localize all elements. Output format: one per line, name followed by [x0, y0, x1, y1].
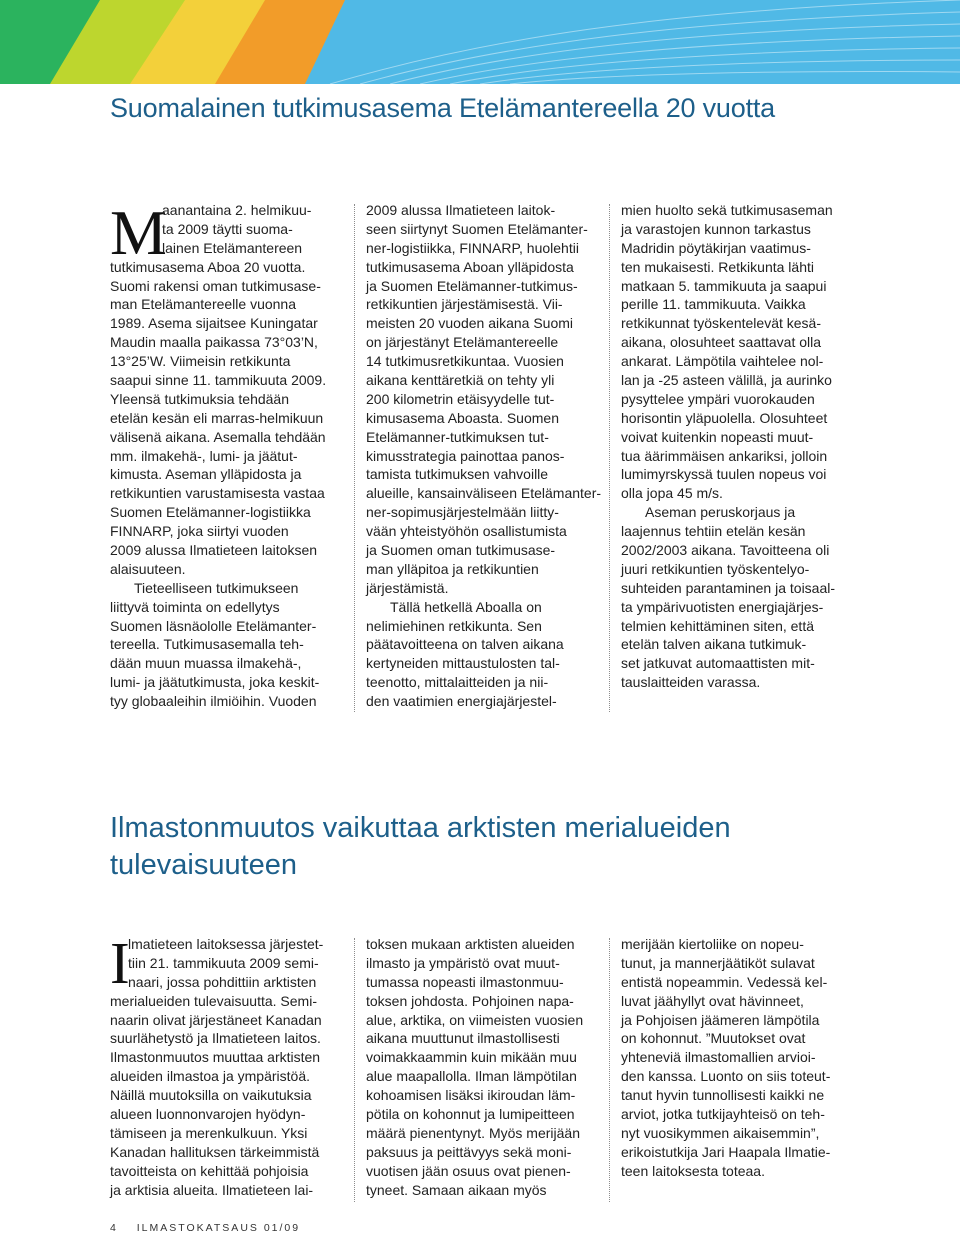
text-line: tumassa nopeasti ilmastonmuu- [366, 973, 564, 990]
text-line: Kanadan hallituksen tärkeimmistä [110, 1143, 320, 1160]
text-line: seen siirtynyt Suomen Etelämanter- [366, 220, 588, 237]
text-line: olla jopa 45 m/s. [621, 485, 723, 502]
text-line: päätavoitteena on talven aikana [366, 636, 564, 653]
text-line: FINNARP, joka siirtyi vuoden [110, 523, 289, 540]
text-line: Tieteelliseen tutkimukseen [134, 579, 299, 596]
text-line: entistä nopeammin. Vedessä kel- [621, 973, 828, 990]
text-line: välisenä aikana. Asemalla tehdään [110, 428, 326, 445]
text-line: teen laitoksesta toteaa. [621, 1162, 765, 1179]
text-line: ten mukaisesti. Retkikunta lähti [621, 258, 814, 275]
text-line: mm. ilmakehä-, lumi- ja jäätut- [110, 447, 298, 464]
text-line: luvat jäähyllyt ovat hävinneet, [621, 992, 804, 1009]
banner-graphic [0, 0, 960, 84]
text-line: määrä pienentynyt. Myös merijään [366, 1124, 580, 1141]
text-line: 2009 alussa Ilmatieteen laitok- [366, 202, 556, 218]
text-line: tunut, ja mannerjäätiköt sulavat [621, 954, 815, 971]
text-line: erikoistutkija Jari Haapala Ilmatie- [621, 1143, 831, 1160]
publication-name: ILMASTOKATSAUS 01/09 [136, 1222, 301, 1234]
text-line: merialueiden tulevaisuutta. Semi- [110, 992, 317, 1009]
text-line: Madridin pöytäkirjan vaatimus- [621, 239, 811, 256]
text-line: lainen Etelämantereen [162, 239, 303, 256]
text-line: ja Pohjoisen jäämeren lämpötila [621, 1011, 820, 1028]
text-line: tutkimusasema Aboa 20 vuotta. [110, 258, 306, 275]
text-line: toksen johdosta. Pohjoinen napa- [366, 992, 574, 1009]
text-line: tereella. Tutkimusasemalla teh- [110, 636, 304, 653]
text-line: tamista tutkimuksen vahvoille [366, 466, 549, 483]
article-column-2 [366, 935, 598, 1199]
text-line: lumimyrskyssä tuulen nopeus voi [621, 466, 827, 483]
text-line: tavoitteista on kehittää pohjoisia [110, 1162, 309, 1179]
text-line: on järjestänyt Etelämantereelle [366, 334, 559, 351]
text-line: ta ympärivuotisten energiajärjes- [621, 598, 824, 615]
text-line: tyneet. Samaan aikaan myös [366, 1181, 547, 1198]
text-line: retkikunnat työskentelevät kesä- [621, 315, 821, 332]
text-line: 13°25’W. Viimeisin retkikunta [110, 353, 291, 370]
text-line: meisten 20 vuoden aikana Suomi [366, 315, 574, 332]
text-line: Maudin maalla paikassa 73°03’N, [110, 334, 318, 351]
column-divider [354, 938, 355, 1202]
column-divider [354, 204, 355, 712]
text-line: 1989. Asema sijaitsee Kuningatar [110, 315, 318, 332]
drop-cap: I [110, 930, 130, 996]
text-line: nelimiehinen retkikunta. Sen [366, 617, 542, 634]
text-line: tiin 21. tammikuuta 2009 semi- [128, 954, 319, 971]
text-line: alue, arktika, on viimeisten vuosien [366, 1011, 584, 1028]
text-line: lumi- ja jäätutkimusta, joka keskit- [110, 674, 320, 691]
text-line: mien huolto sekä tutkimusaseman [621, 202, 833, 218]
text-line: teenotto, mittalaitteiden ja nii- [366, 674, 549, 691]
text-line: horisontin yläpuolella. Olosuhteet [621, 409, 828, 426]
text-line: toksen mukaan arktisten alueiden [366, 936, 575, 952]
text-line: tauslaitteiden varassa. [621, 674, 761, 691]
text-line: ankarat. Lämpötila vaihtelee nol- [621, 353, 824, 370]
text-line: naari, jossa pohdittiin arktisten [128, 973, 317, 990]
text-line: järjestämistä. [366, 579, 449, 596]
text-line: nyt vuosikymmen aikaisemmin”, [621, 1124, 820, 1141]
text-line: aikana kenttäretkiä on tehty yli [366, 372, 555, 389]
text-line: Tällä hetkellä Aboalla on [390, 598, 542, 615]
text-line: paksuus ja peittävyys sekä moni- [366, 1143, 572, 1160]
text-line: Suomen Etelämanner-logistiikka [110, 504, 311, 521]
text-line: set jatkuvat automaattisten mit- [621, 655, 815, 672]
text-line: suhteiden parantaminen ja toisaal- [621, 579, 836, 596]
text-line: aanantaina 2. helmikuu- [162, 202, 312, 218]
header-color-banner [0, 0, 960, 84]
text-line: ta 2009 täytti suoma- [162, 220, 293, 237]
text-line: merijään kiertoliike on nopeu- [621, 936, 804, 952]
article-column-1 [110, 930, 342, 1199]
text-line: ner-logistiikka, FINNARP, huolehtii [366, 239, 579, 256]
article-title: Ilmastonmuutos vaikuttaa arktisten merialueiden tulevaisuuteen [110, 812, 731, 881]
text-line: Suomen läsnäololle Etelämanter- [110, 617, 317, 634]
text-line: liittyvä toiminta on edellytys [110, 598, 280, 615]
text-line: ja varastojen kunnon tarkastus [621, 220, 811, 237]
text-line: 2009 alussa Ilmatieteen laitoksen [110, 542, 318, 559]
text-line: pötila on kohonnut ja lumipeitteen [366, 1106, 575, 1123]
text-line: etelän talven aikana tutkimuk- [621, 636, 807, 653]
text-line: kertyneiden mittaustulosten tal- [366, 655, 560, 672]
text-line: Aseman peruskorjaus ja [645, 504, 796, 521]
text-line: tanut hyvin tunnollisesti kaikki ne [621, 1087, 825, 1104]
column-divider [609, 204, 610, 712]
article-column-1 [110, 197, 342, 711]
text-line: laajennus tehtiin etelän kesän [621, 523, 806, 540]
text-line: pysyttelee ympäri vuorokauden [621, 390, 815, 407]
text-line: Etelämanner-tutkimuksen tut- [366, 428, 549, 445]
text-line: ja arktisia alueita. Ilmatieteen lai- [110, 1181, 314, 1198]
text-line: ja Suomen Etelämanner-tutkimus- [366, 277, 578, 294]
text-line: voivat kuitenkin nopeasti muut- [621, 428, 814, 445]
text-line: voimakkaammin kuin mikään muu [366, 1049, 577, 1066]
text-line: vuotisen jään osuus ovat pienen- [366, 1162, 571, 1179]
text-line: alaisuuteen. [110, 560, 186, 577]
text-line: retkikuntien varustamisesta vastaa [110, 485, 325, 502]
text-line: alueiden ilmastoa ja ympäristöä. [110, 1068, 310, 1085]
text-line: aikana, olosuhteet saattavat olla [621, 334, 822, 351]
text-line: alue maapallolla. Ilman lämpötilan [366, 1068, 577, 1085]
article-column-3 [621, 201, 853, 692]
text-line: tämiseen ja merenkulkuun. Yksi [110, 1124, 308, 1141]
text-line: Suomi rakensi oman tutkimusase- [110, 277, 321, 294]
text-line: tyy globaaleihin ilmiöihin. Vuoden [110, 693, 317, 710]
text-line: den vaatimien energiajärjestel- [366, 693, 557, 710]
text-line: kimusta. Aseman ylläpidosta ja [110, 466, 302, 483]
text-line: alueille, kansainväliseen Etelämanter- [366, 485, 602, 502]
text-line: ilmasto ja ympäristö ovat muut- [366, 954, 560, 971]
text-line: ja Suomen oman tutkimusase- [366, 542, 556, 559]
text-line: retkikuntien järjestämisestä. Vii- [366, 296, 563, 313]
text-line: on kohonnut. ”Muutokset ovat [621, 1030, 806, 1047]
text-line: 14 tutkimusretkikuntaa. Vuosien [366, 353, 564, 370]
text-line: 200 kilometrin etäisyydelle tut- [366, 390, 555, 407]
text-line: man Etelämantereelle vuonna [110, 296, 297, 313]
text-line: kimusstrategia painottaa panos- [366, 447, 565, 464]
text-line: yhteneviä ilmastomallien arvioi- [621, 1049, 816, 1066]
text-line: saapui sinne 11. tammikuuta 2009. [110, 372, 327, 389]
column-divider [609, 938, 610, 1202]
page-footer [110, 1222, 300, 1234]
text-line: vään yhteistyöhön osallistumista [366, 523, 567, 540]
text-line: matkaan 5. tammikuuta ja saapui [621, 277, 827, 294]
text-line: Näillä muutoksilla on vaikutuksia [110, 1087, 312, 1104]
text-line: perille 11. tammikuuta. Vaikka [621, 296, 806, 313]
text-line: lan ja -25 asteen välillä, ja aurinko [621, 372, 832, 389]
text-line: juuri retkikuntien työskentelyo- [621, 560, 810, 577]
article-column-2 [366, 201, 602, 711]
text-line: 2002/2003 aikana. Tavoitteena oli [621, 542, 830, 559]
text-line: etelän kesän eli marras-helmikuun [110, 409, 324, 426]
text-line: aikana muuttunut ilmastollisesti [366, 1030, 560, 1047]
text-line: suurlähetystö ja Ilmatieteen laitos. [110, 1030, 321, 1047]
drop-cap: M [110, 197, 167, 268]
text-line: Ilmastonmuutos muuttaa arktisten [110, 1049, 321, 1066]
text-line: tua äärimmäisen ankariksi, jolloin [621, 447, 828, 464]
text-line: arviot, jotka tutkijayhteisö on teh- [621, 1106, 825, 1123]
article-column-3 [621, 935, 853, 1181]
text-line: telmien kehittäminen siten, että [621, 617, 814, 634]
text-line: man ylläpitoa ja retkikuntien [366, 560, 539, 577]
text-line: dään muun muassa ilmakehä-, [110, 655, 302, 672]
text-line: alueen luonnonvarojen hyödyn- [110, 1106, 306, 1123]
text-line: ner-sopimusjärjestelmään liitty- [366, 504, 559, 521]
article-title: Suomalainen tutkimusasema Etelämantereella 20 vuotta [110, 93, 775, 123]
text-line: kohoamisen lisäksi ikiroudan läm- [366, 1087, 576, 1104]
text-line: lmatieteen laitoksessa järjestet- [128, 936, 324, 952]
text-line: tutkimusasema Aboan ylläpidosta [366, 258, 574, 275]
text-line: Yleensä tutkimuksia tehdään [110, 390, 289, 407]
text-line: naarin olivat järjestäneet Kanadan [110, 1011, 322, 1028]
text-line: kimusasema Aboasta. Suomen [366, 409, 559, 426]
page-number: 4 [110, 1222, 118, 1234]
text-line: den kanssa. Luonto on siis toteut- [621, 1068, 831, 1085]
